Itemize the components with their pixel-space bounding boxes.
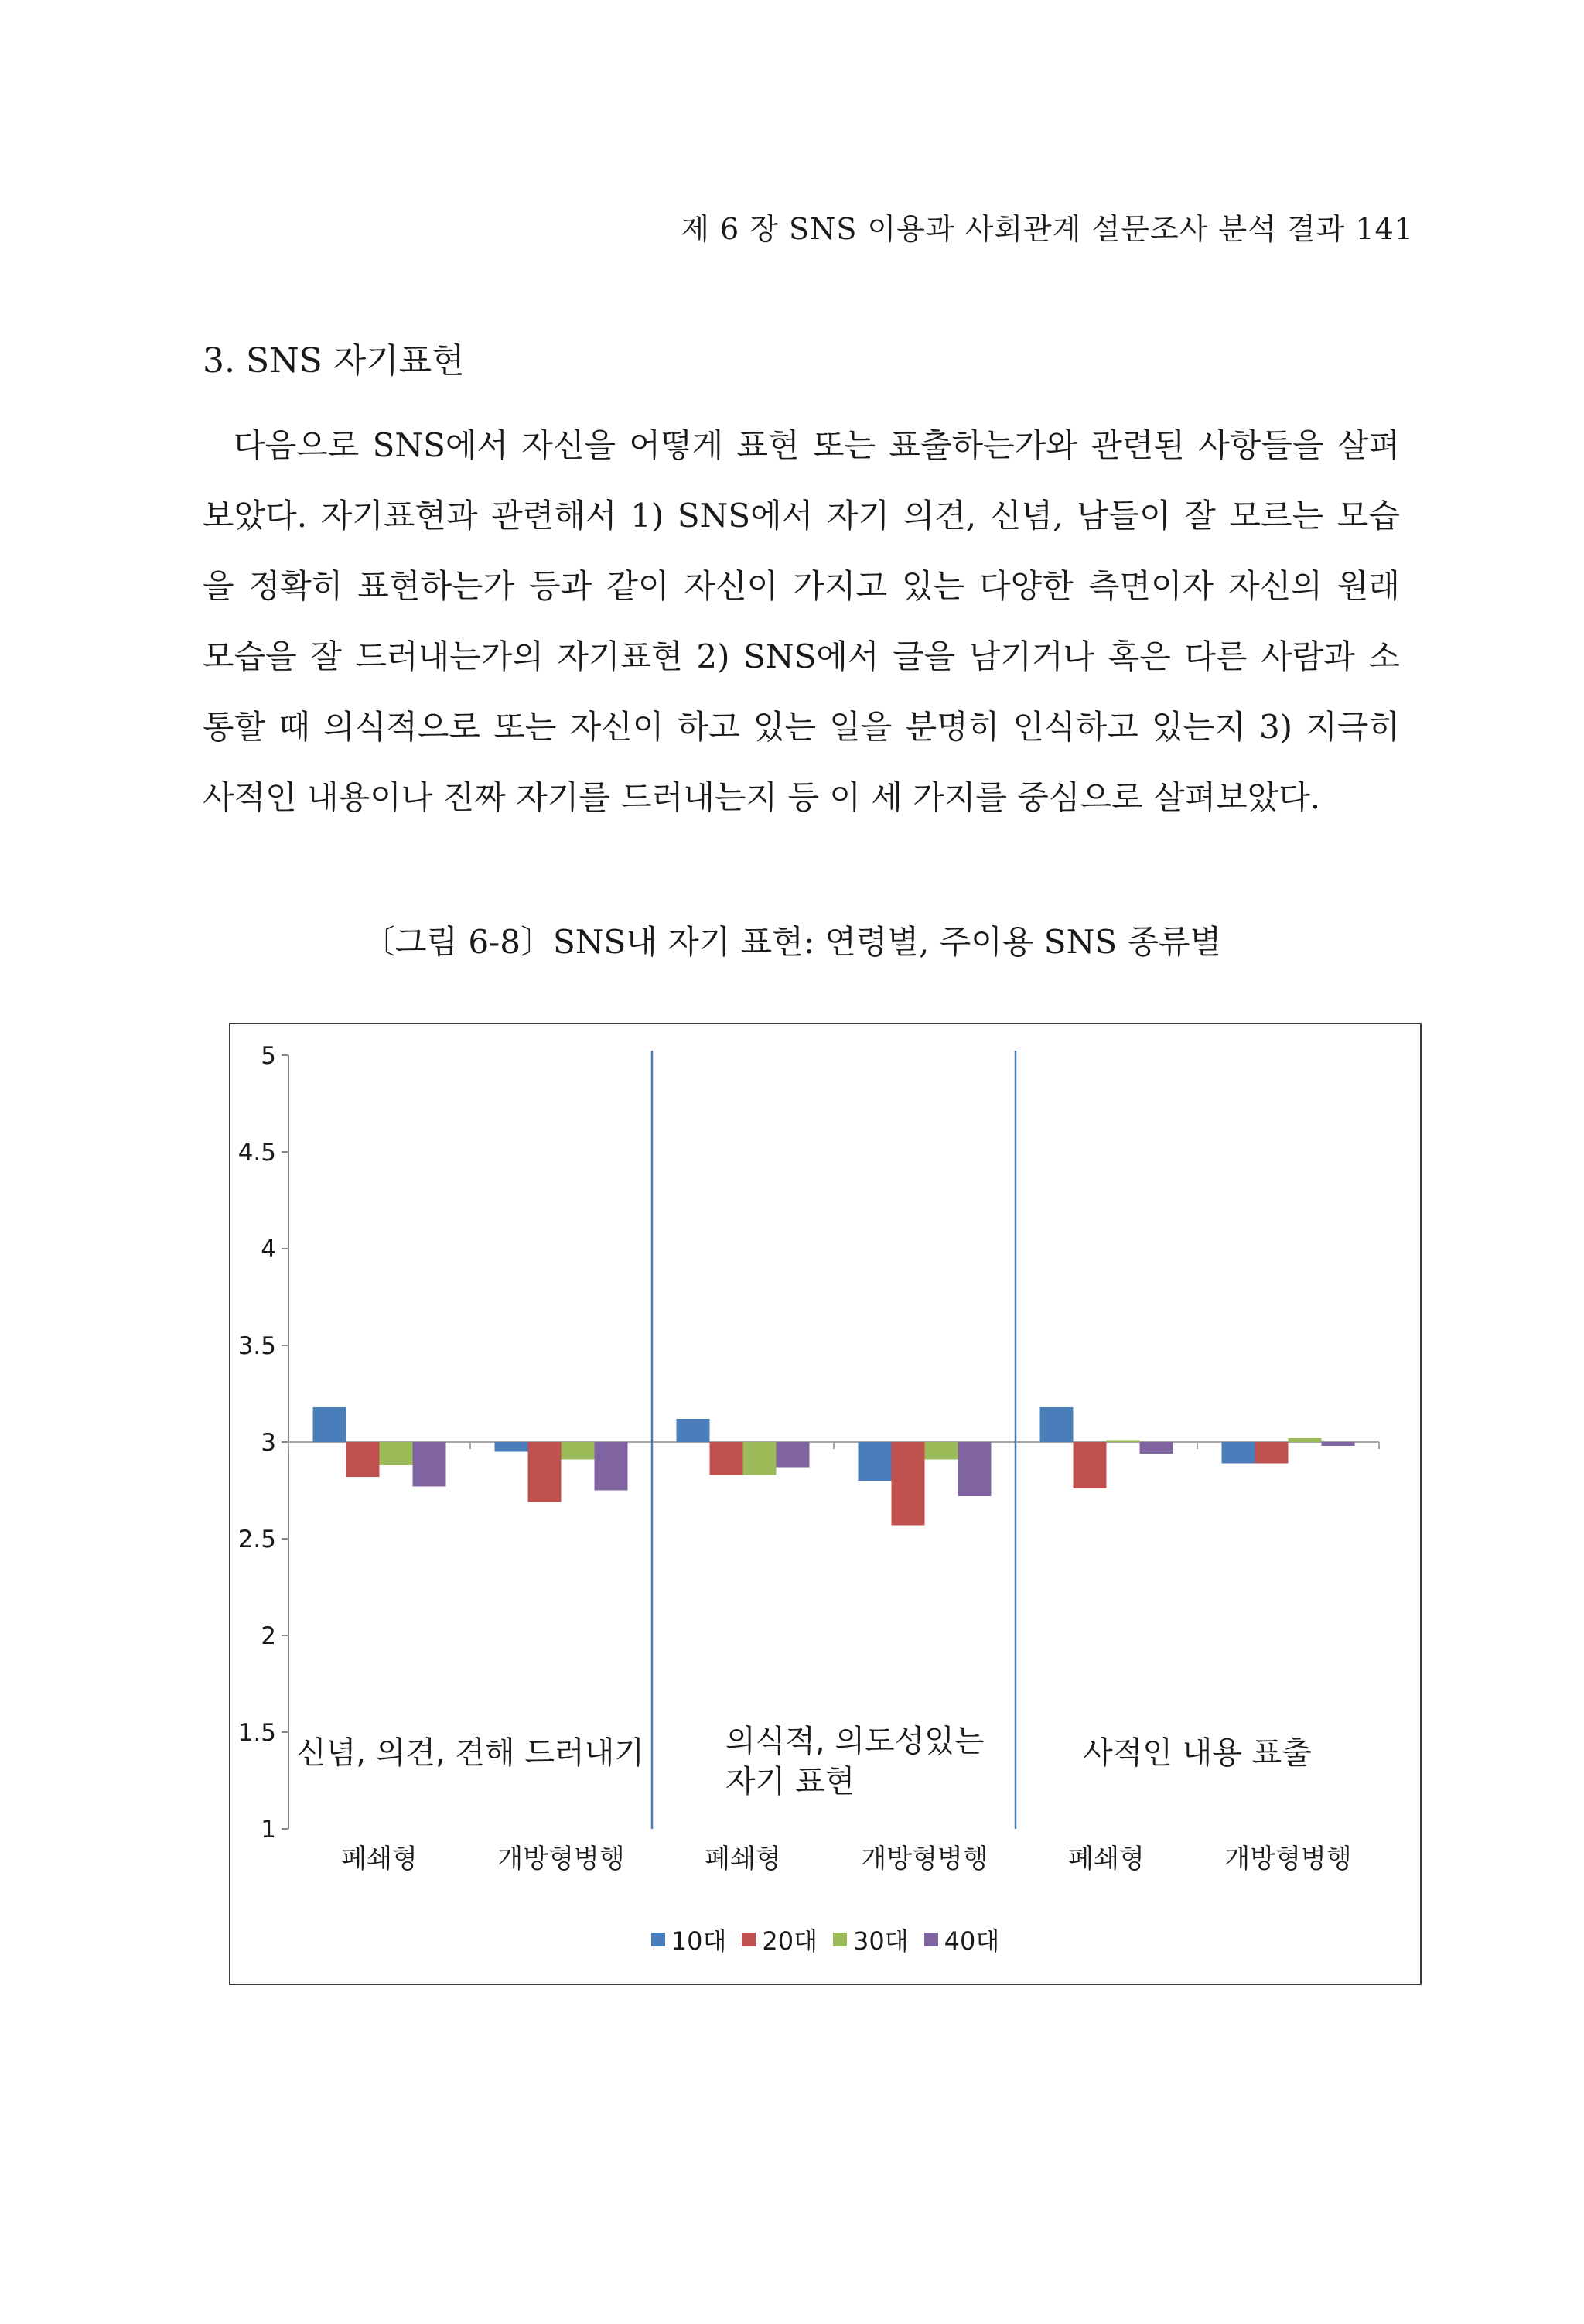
bar xyxy=(495,1442,528,1452)
panel-label: 신념, 의견, 견해 드러내기 xyxy=(296,1735,644,1771)
panel-label: 사적인 내용 표출 xyxy=(1083,1735,1312,1771)
paragraph-line: 을 정확히 표현하는가 등과 같이 자신이 가지고 있는 다양한 측면이자 자신의 원래 xyxy=(203,567,1400,605)
chart-legend xyxy=(230,1922,1420,1957)
y-tick-label: 2.5 xyxy=(237,1526,276,1553)
legend-item xyxy=(742,1922,818,1957)
legend-swatch xyxy=(924,1933,938,1946)
x-category-label: 개방형병행 xyxy=(861,1844,988,1875)
paragraph-line: 보았다. 자기표현과 관련해서 1) SNS에서 자기 의견, 신념, 남들이 잘 모르는 모습 xyxy=(203,497,1400,535)
bar xyxy=(1074,1442,1107,1488)
bar xyxy=(859,1442,892,1481)
bar xyxy=(1255,1442,1289,1464)
bar xyxy=(380,1442,413,1465)
x-category-label: 폐쇄형 xyxy=(341,1844,418,1875)
bar xyxy=(1289,1438,1322,1442)
running-header: 제 6 장 SNS 이용과 사회관계 설문조사 분석 결과 141 xyxy=(681,212,1414,246)
y-tick-label: 1 xyxy=(261,1816,276,1844)
bar xyxy=(413,1442,446,1487)
bar xyxy=(777,1442,810,1468)
paragraph-line: 통할 때 의식적으로 또는 자신이 하고 있는 일을 분명히 인식하고 있는지 3) 지극히 xyxy=(203,708,1400,746)
legend-item xyxy=(833,1922,909,1957)
legend-item xyxy=(651,1922,727,1957)
bar xyxy=(677,1419,710,1442)
bar xyxy=(1107,1441,1140,1443)
bar xyxy=(1222,1442,1255,1464)
legend-swatch xyxy=(742,1933,756,1946)
legend-item xyxy=(924,1922,1000,1957)
y-tick-label: 4.5 xyxy=(237,1139,276,1167)
legend-swatch xyxy=(833,1933,847,1946)
bar xyxy=(892,1442,925,1526)
y-tick-label: 2 xyxy=(261,1622,276,1650)
panel-label: 자기 표현 xyxy=(725,1764,855,1799)
legend-label: 40대 xyxy=(944,1926,1000,1956)
x-category-label: 개방형병행 xyxy=(497,1844,625,1875)
bar xyxy=(528,1442,562,1502)
bar xyxy=(346,1442,380,1477)
bar xyxy=(1040,1407,1074,1442)
bar xyxy=(743,1442,777,1475)
y-tick-label: 3.5 xyxy=(237,1332,276,1360)
bar xyxy=(313,1407,346,1442)
bar xyxy=(1140,1442,1173,1454)
legend-label: 20대 xyxy=(762,1926,818,1956)
chart-frame xyxy=(229,1023,1422,1985)
bar xyxy=(958,1442,992,1496)
bar xyxy=(562,1442,595,1460)
y-tick-label: 5 xyxy=(261,1042,276,1070)
section-heading: 3. SNS 자기표현 xyxy=(203,341,465,381)
body-paragraph xyxy=(203,410,1400,832)
paragraph-line: 사적인 내용이나 진짜 자기를 드러내는지 등 이 세 가지를 중심으로 살펴보았다. xyxy=(203,778,1321,816)
bar xyxy=(1322,1442,1355,1446)
figure-caption: 〔그림 6-8〕SNS내 자기 표현: 연령별, 주이용 SNS 종류별 xyxy=(362,923,1222,961)
bar xyxy=(710,1442,743,1475)
paragraph-line: 모습을 잘 드러내는가의 자기표현 2) SNS에서 글을 남기거나 혹은 다른 사람과 소 xyxy=(203,637,1400,675)
legend-swatch xyxy=(651,1933,665,1946)
y-tick-label: 1.5 xyxy=(237,1719,276,1747)
x-category-label: 폐쇄형 xyxy=(705,1844,781,1875)
panel-label: 의식적, 의도성있는 xyxy=(725,1724,985,1759)
paragraph-line: 다음으로 SNS에서 자신을 어떻게 표현 또는 표출하는가와 관련된 사항들을 살펴 xyxy=(234,426,1400,464)
bar xyxy=(925,1442,958,1460)
x-category-label: 개방형병행 xyxy=(1224,1844,1352,1875)
y-tick-label: 3 xyxy=(261,1429,276,1457)
bar-chart xyxy=(230,1024,1420,1984)
legend-label: 10대 xyxy=(671,1926,727,1956)
legend-label: 30대 xyxy=(853,1926,909,1956)
y-tick-label: 4 xyxy=(261,1235,276,1263)
x-category-label: 폐쇄형 xyxy=(1068,1844,1145,1875)
bar xyxy=(595,1442,628,1491)
